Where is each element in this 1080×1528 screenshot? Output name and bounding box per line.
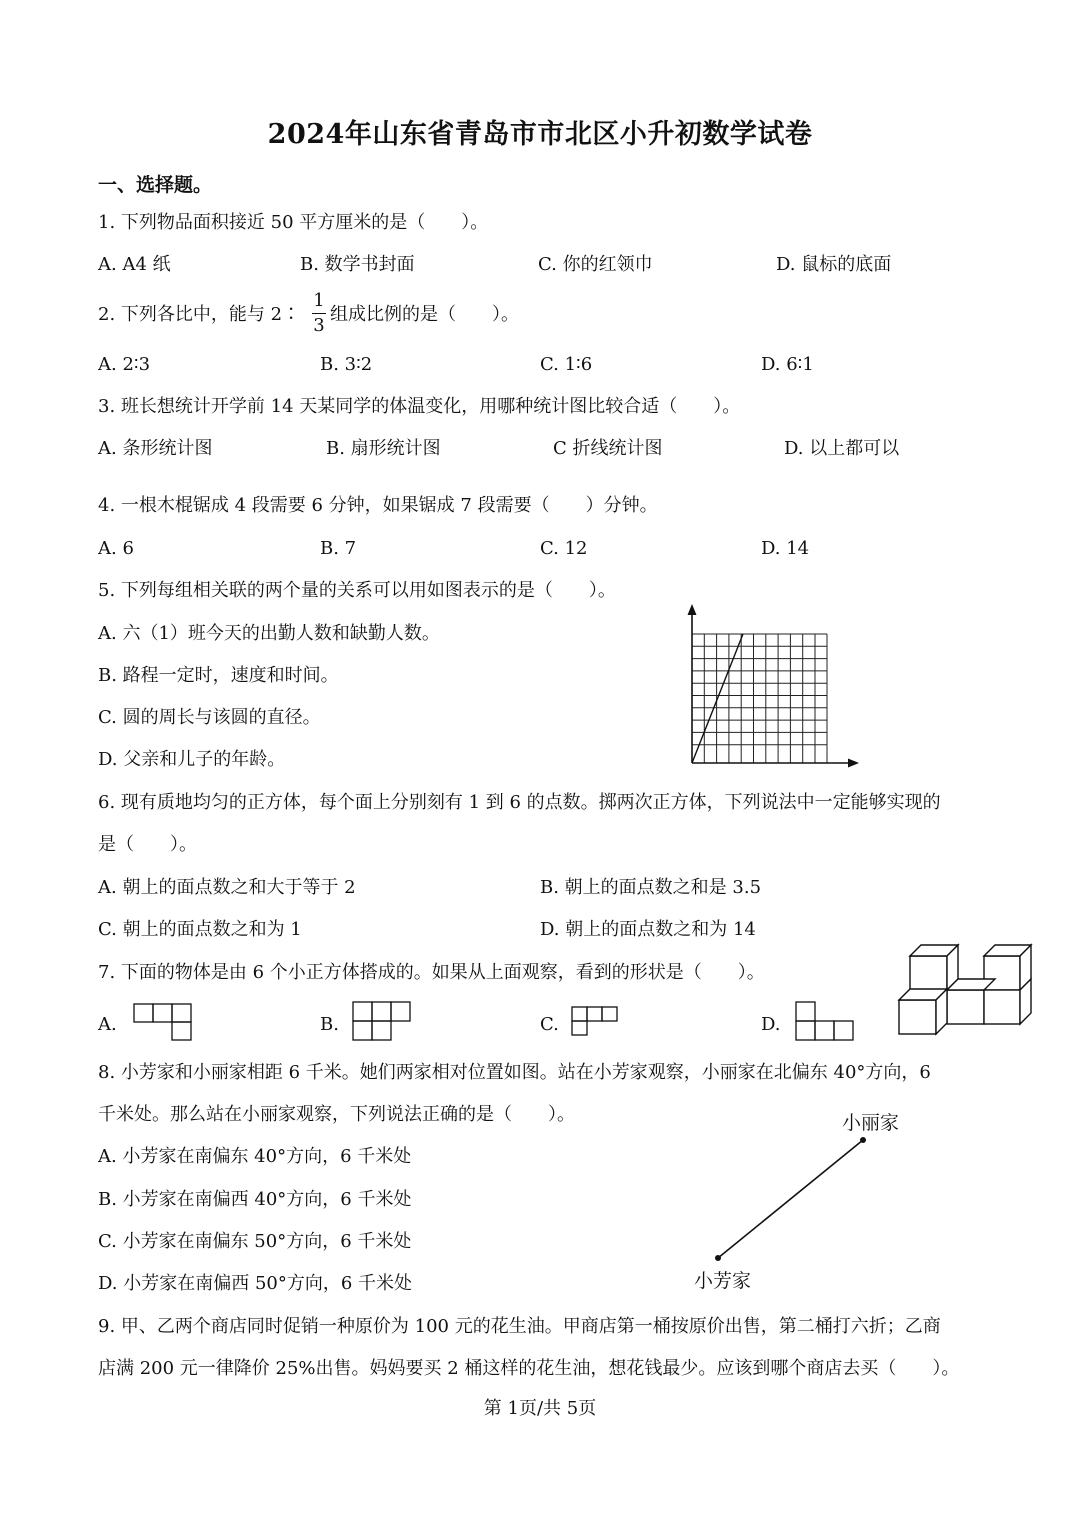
- fraction-denominator: 3: [313, 315, 325, 336]
- q2-option-c[interactable]: C. 1∶6: [540, 354, 593, 375]
- q7-option-d[interactable]: D.: [761, 1014, 781, 1035]
- question-9-line-1: 9. 甲、乙两个商店同时促销一种原价为 100 元的花生油。甲商店第一桶按原价出售，第二桶打六折；乙商: [98, 1316, 941, 1337]
- question-3: 3. 班长想统计开学前 14 天某同学的体温变化，用哪种统计图比较合适（ ）。: [98, 396, 741, 417]
- question-6-line-2: 是（ ）。: [98, 834, 197, 855]
- q3-option-c[interactable]: C 折线统计图: [553, 438, 663, 459]
- q7-option-a[interactable]: A.: [98, 1014, 117, 1035]
- q5-option-a[interactable]: A. 六（1）班今天的出勤人数和缺勤人数。: [98, 623, 440, 644]
- q7-option-b-shape: [351, 1000, 415, 1044]
- q7-option-d-shape: [794, 1000, 858, 1044]
- q5-option-b[interactable]: B. 路程一定时，速度和时间。: [98, 665, 339, 686]
- q5-grid-graph: [684, 600, 864, 775]
- q3-option-a[interactable]: A. 条形统计图: [98, 438, 213, 459]
- q2-option-d[interactable]: D. 6∶1: [761, 354, 814, 375]
- q6-option-a[interactable]: A. 朝上的面点数之和大于等于 2: [98, 877, 356, 898]
- label-xiaofang-home: 小芳家: [694, 1270, 752, 1292]
- page-footer: 第 1页/共 5页: [483, 1398, 597, 1419]
- fraction-numerator: 1: [313, 290, 325, 311]
- fraction-one-third: [312, 290, 326, 337]
- question-1: 1. 下列物品面积接近 50 平方厘米的是（ ）。: [98, 212, 489, 233]
- q7-option-b[interactable]: B.: [320, 1014, 339, 1035]
- question-8-line-2: 千米处。那么站在小丽家观察，下列说法正确的是（ ）。: [98, 1104, 575, 1125]
- question-2-suffix: 组成比例的是（ ）。: [330, 304, 519, 325]
- q1-option-b[interactable]: B. 数学书封面: [300, 254, 415, 275]
- question-9-line-2: 店满 200 元一律降价 25%出售。妈妈要买 2 桶这样的花生油，想花钱最少。应该到哪个商店去买（ ）。: [98, 1358, 960, 1379]
- question-5: 5. 下列每组相关联的两个量的关系可以用如图表示的是（ ）。: [98, 580, 616, 601]
- question-2-prefix: 2. 下列各比中，能与 2∶: [98, 304, 301, 325]
- q6-option-b[interactable]: B. 朝上的面点数之和是 3.5: [540, 877, 762, 898]
- q3-option-d[interactable]: D. 以上都可以: [784, 438, 900, 459]
- question-6-line-1: 6. 现有质地均匀的正方体，每个面上分别刻有 1 到 6 的点数。掷两次正方体，下列说法中一定能够实现的: [98, 792, 941, 813]
- q4-option-d[interactable]: D. 14: [761, 538, 810, 559]
- fraction-bar: [312, 313, 326, 314]
- q4-option-a[interactable]: A. 6: [98, 538, 134, 559]
- q7-option-c-shape: [570, 1005, 622, 1041]
- grid-lines: [692, 634, 827, 763]
- q2-option-a[interactable]: A. 2∶3: [98, 354, 151, 375]
- xiaoli-home-point: [860, 1137, 866, 1143]
- q6-option-c[interactable]: C. 朝上的面点数之和为 1: [98, 919, 302, 940]
- q3-option-b[interactable]: B. 扇形统计图: [326, 438, 441, 459]
- x-axis-arrow-icon: [848, 759, 859, 768]
- q7-option-c[interactable]: C.: [540, 1014, 559, 1035]
- q5-option-d[interactable]: D. 父亲和儿子的年龄。: [98, 749, 286, 770]
- q8-option-b[interactable]: B. 小芳家在南偏西 40°方向，6 千米处: [98, 1189, 412, 1210]
- q7-cube-figure: [896, 940, 1046, 1040]
- q5-option-c[interactable]: C. 圆的周长与该圆的直径。: [98, 707, 321, 728]
- q1-option-d[interactable]: D. 鼠标的底面: [776, 254, 892, 275]
- q4-option-b[interactable]: B. 7: [320, 538, 357, 559]
- question-4: 4. 一根木棍锯成 4 段需要 6 分钟，如果锯成 7 段需要（ ）分钟。: [98, 495, 658, 516]
- q8-option-c[interactable]: C. 小芳家在南偏东 50°方向，6 千米处: [98, 1231, 412, 1252]
- q2-option-b[interactable]: B. 3∶2: [320, 354, 373, 375]
- q7-option-a-shape: [132, 1002, 196, 1044]
- q8-option-d[interactable]: D. 小芳家在南偏西 50°方向，6 千米处: [98, 1273, 413, 1294]
- q6-option-d[interactable]: D. 朝上的面点数之和为 14: [540, 919, 756, 940]
- section-heading: 一、选择题。: [98, 174, 213, 196]
- connection-line: [718, 1140, 863, 1258]
- q1-option-c[interactable]: C. 你的红领巾: [538, 254, 653, 275]
- q8-option-a[interactable]: A. 小芳家在南偏东 40°方向，6 千米处: [98, 1146, 412, 1167]
- q4-option-c[interactable]: C. 12: [540, 538, 588, 559]
- page-title: 2024年山东省青岛市市北区小升初数学试卷: [267, 119, 813, 150]
- question-7: 7. 下面的物体是由 6 个小正方体搭成的。如果从上面观察，看到的形状是（ ）。: [98, 962, 765, 983]
- y-axis-arrow-icon: [688, 604, 697, 615]
- q1-option-a[interactable]: A. A4 纸: [98, 254, 171, 275]
- question-8-line-1: 8. 小芳家和小丽家相距 6 千米。她们两家相对位置如图。站在小芳家观察，小丽家在北偏东 40°方向，6: [98, 1062, 931, 1083]
- xiaofang-home-point: [715, 1255, 721, 1261]
- direct-proportion-line: [692, 634, 743, 763]
- label-xiaoli-home: 小丽家: [842, 1112, 900, 1134]
